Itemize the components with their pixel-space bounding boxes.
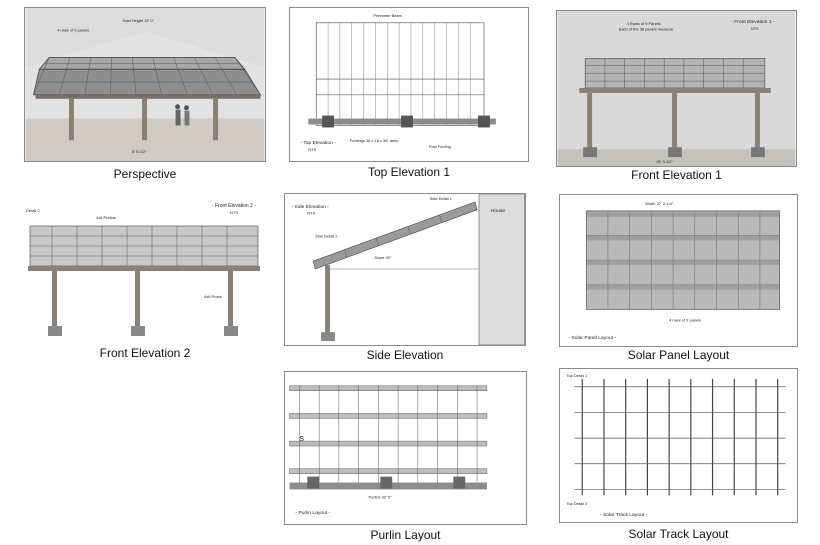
front-elevation-1-nts: NTS (751, 25, 759, 31)
side-elevation-title: - Side Elevation - (291, 204, 329, 210)
thumbnail-purlin-layout[interactable] (284, 371, 527, 525)
perspective-drawing (25, 8, 265, 161)
caption-solar-panel-layout: Solar Panel Layout (627, 348, 730, 362)
front-elevation-2-post-note: 4x6 Posts (204, 294, 222, 299)
thumbnail-solar-track-layout[interactable] (559, 368, 798, 523)
top-elevation-post-note: Post Footing (428, 144, 451, 150)
solar-track-layout-top-detail-2: Top Detail 2 (566, 501, 588, 507)
perspective-dimension: 6' 5-1/2" (132, 149, 147, 155)
top-elevation-footing-note: Footings 18 x 18 x 36" deep (349, 138, 399, 144)
top-elevation-nts: NTS (308, 147, 317, 153)
solar-panel-layout-width: Width 27' 2-1/4" (645, 200, 674, 206)
front-elevation-2-title: - Front Elevation 2 - (212, 203, 256, 209)
front-elevation-1-dimension: 25' 3-1/2" (656, 159, 673, 165)
side-elevation-house-label: House (490, 208, 506, 214)
solar-panel-layout-drawing (560, 195, 797, 346)
thumbnail-top-elevation-1[interactable] (289, 7, 529, 162)
solar-track-layout-top-detail-1: Top Detail 1 (566, 372, 588, 378)
front-elevation-1-drawing (557, 11, 796, 166)
side-elevation-drawing (285, 194, 525, 345)
purlin-layout-drawing (285, 372, 526, 524)
caption-perspective: Perspective (113, 167, 177, 181)
solar-track-layout-title: - Solar Track Layout - (600, 513, 648, 519)
purlin-layout-title: - Purlin Layout - (295, 511, 331, 517)
solar-panel-layout-title: - Solar Panel Layout - (568, 336, 617, 342)
perspective-note-rows: 4 rows of 9 panels (57, 27, 90, 33)
side-elevation-slope: Slope 30° (374, 255, 392, 261)
top-elevation-1-drawing (290, 8, 528, 161)
top-elevation-title: - Top Elevation - (300, 141, 336, 147)
thumbnail-perspective[interactable] (24, 7, 266, 162)
top-elevation-note: Perimeter Beam (373, 12, 402, 18)
caption-purlin-layout: Purlin Layout (370, 528, 441, 542)
thumbnail-front-elevation-2[interactable] (22, 198, 268, 344)
purlin-layout-section-mark: S (299, 436, 305, 444)
caption-front-elevation-1: Front Elevation 1 (631, 168, 722, 182)
thumbnail-front-elevation-1[interactable] (556, 10, 797, 167)
front-elevation-2-detail-note: Detail 2 (26, 208, 40, 213)
thumbnail-side-elevation[interactable] (284, 193, 526, 346)
front-elevation-2-nts: NTS (230, 210, 238, 215)
perspective-note-height: Total Height 19' 0" (122, 17, 154, 23)
caption-solar-track-layout: Solar Track Layout (628, 527, 729, 541)
thumbnail-solar-panel-layout[interactable] (559, 194, 798, 347)
front-elevation-1-note-rows: 4 Rows of 9 Panels (626, 20, 661, 26)
purlin-layout-dimension: Purlins 32' 0" (368, 494, 392, 500)
solar-panel-layout-note: 4 rows of 9 panels (669, 317, 702, 323)
caption-side-elevation: Side Elevation (366, 348, 444, 362)
solar-track-layout-drawing (560, 369, 797, 522)
front-elevation-2-drawing (22, 198, 268, 344)
caption-front-elevation-2: Front Elevation 2 (99, 346, 191, 360)
front-elevation-1-note-panels: Each of the 36 panels measure (618, 26, 674, 32)
side-elevation-detail-1: Side Detail 1 (429, 195, 453, 201)
side-elevation-detail-2: Side Detail 2 (315, 233, 338, 239)
front-elevation-1-title: - Front Elevation 1 - (731, 19, 775, 25)
side-elevation-nts: NTS (307, 210, 316, 216)
caption-top-elevation-1: Top Elevation 1 (367, 165, 451, 179)
front-elevation-2-purlin-note: 4x6 Purlins (96, 215, 116, 220)
